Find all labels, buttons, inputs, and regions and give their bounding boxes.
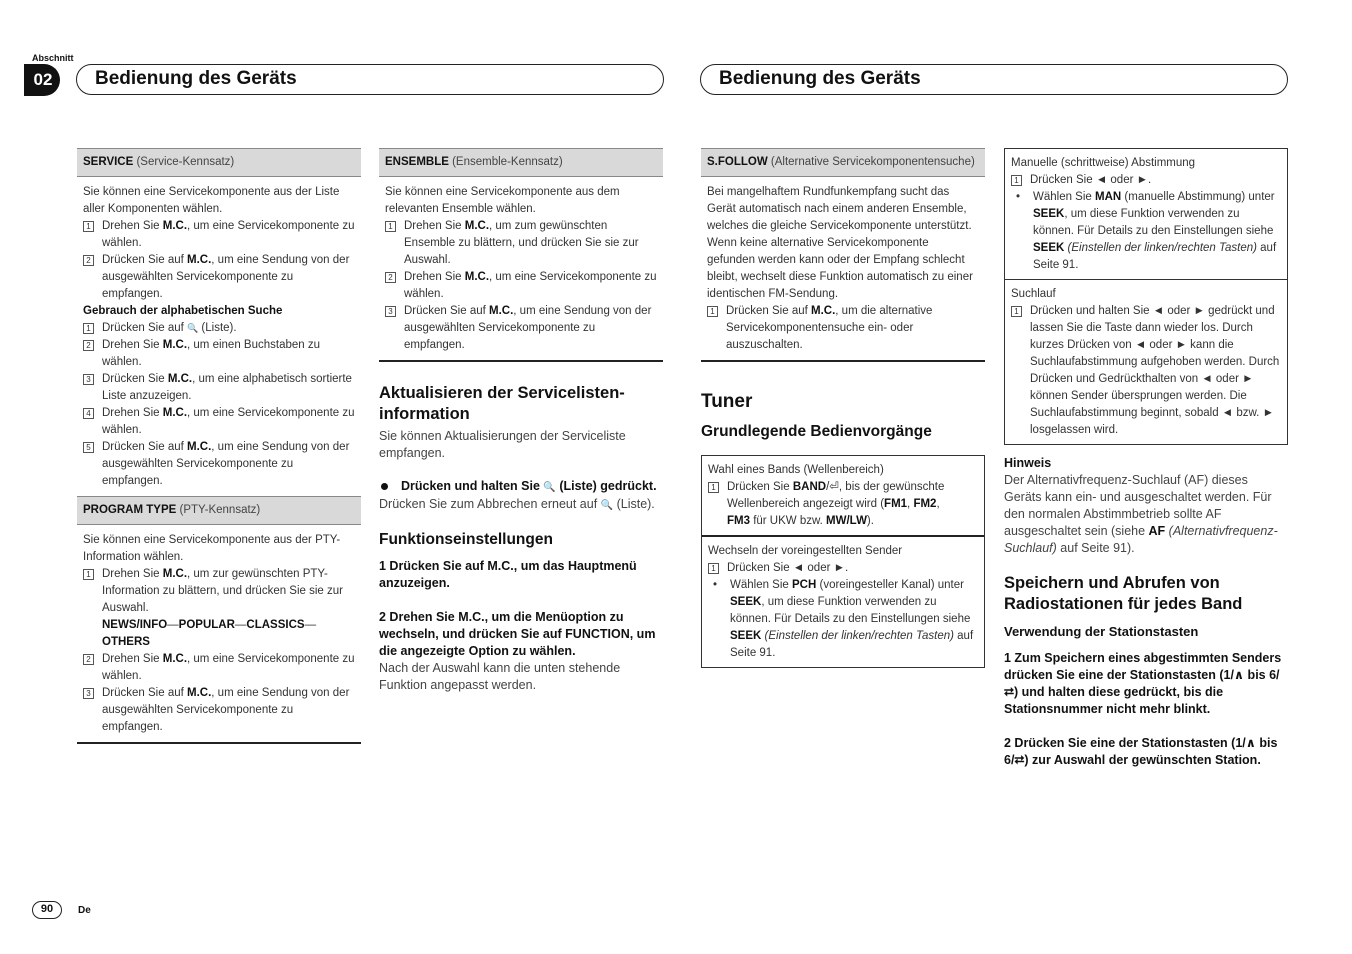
step-item: 1 Drücken Sie auf M.C., um die alternative Servicekomponentensuche ein- oder auszuschalten. bbox=[707, 303, 979, 354]
step-item: 3 Drücken Sie auf M.C., um eine Sendung von der ausgewählten Servicekomponente zu empfangen. bbox=[385, 303, 657, 354]
tuning-box bbox=[1004, 148, 1288, 445]
preset-keys-step-1: 1 Zum Speichern eines abgestimmten Senders drücken Sie eine der Stationstasten (1/∧ bis 6/⮂) und halten diese gedrückt, bis die Stationsnummer nicht mehr blinkt. bbox=[1004, 651, 1282, 716]
sfollow-intro: Bei mangelhaftem Rundfunkempfang sucht das Gerät automatisch nach einem anderen Ensemble, welches die gleiche Servicekomponente unterstützt. Wenn keine alternative Servicekomponente gefunden werden kann oder der Empfang schlecht bleibt, wechselt diese Funktion automatisch zu einer identischen FM-Sendung. bbox=[707, 186, 973, 300]
update-cancel-text: Drücken Sie zum Abbrechen erneut auf 🔍 (Liste). bbox=[379, 497, 655, 511]
ensemble-table-body bbox=[379, 177, 663, 360]
update-instruction: Drücken und halten Sie 🔍 (Liste) gedrückt. bbox=[379, 478, 663, 496]
preset-section bbox=[702, 535, 984, 667]
column-3 bbox=[701, 148, 985, 668]
step-item: 5 Drücken Sie auf M.C., um eine Sendung von der ausgewählten Servicekomponente zu empfangen. bbox=[83, 439, 355, 490]
ensemble-table bbox=[379, 148, 663, 362]
pty-intro: Sie können eine Servicekomponente aus der PTY-Information wählen. bbox=[83, 534, 341, 563]
preset-title: Wechseln der voreingestellten Sender bbox=[708, 545, 903, 557]
step-item: 1 Drücken und halten Sie ◄ oder ► gedrückt und lassen Sie die Taste dann wieder los. Durch kurzes Drücken von ◄ oder ► kann die Suchlaufabstimmung aufgehoben werden. Durch Drücken und Gedrückthalten von ◄ oder ► können Sender übersprungen werden. Die Suchlaufabstimmung beginnt, sobald ◄ bzw. ► losgelassen wird. bbox=[1011, 303, 1281, 439]
band-title: Wahl eines Bands (Wellenbereich) bbox=[708, 464, 884, 476]
bullet-item: • Wählen Sie PCH (voreingesteller Kanal) unter SEEK, um diese Funktion verwenden zu können. Für Details zu den Einstellungen siehe SEEK (Einstellen der linken/rechten Tasten) auf Seite 91. bbox=[708, 577, 978, 662]
pty-table-body bbox=[77, 525, 361, 742]
step-item: 1 Drehen Sie M.C., um zur gewünschten PTY-Information zu blättern, und drücken Sie sie zur Auswahl. bbox=[83, 566, 355, 617]
column-4 bbox=[1004, 148, 1288, 769]
page-number: 90 bbox=[32, 901, 62, 919]
manual-tuning-title: Manuelle (schrittweise) Abstimmung bbox=[1011, 157, 1196, 169]
manual-tuning-section bbox=[1005, 149, 1287, 279]
bullet-item: • Wählen Sie MAN (manuelle Abstimmung) unter SEEK, um diese Funktion verwenden zu können. Für Details zu den Einstellungen siehe SEEK (Einstellen der linken/rechten Tasten) auf Seite 91. bbox=[1011, 189, 1281, 274]
ensemble-intro: Sie können eine Servicekomponente aus dem relevanten Ensemble wählen. bbox=[385, 186, 620, 215]
page-title-right: Bedienung des Geräts bbox=[700, 64, 1288, 95]
update-service-list-heading: Aktualisieren der Servicelisten-information bbox=[379, 384, 625, 423]
band-section bbox=[702, 456, 984, 535]
step-item: 1 Drücken Sie ◄ oder ►. bbox=[1011, 172, 1281, 189]
section-label: Abschnitt bbox=[32, 53, 74, 63]
sfollow-table-body bbox=[701, 177, 985, 360]
hint-heading: Hinweis bbox=[1004, 456, 1052, 470]
tuner-heading: Tuner bbox=[701, 391, 753, 412]
language-label: De bbox=[78, 905, 91, 916]
function-step-2: 2 Drehen Sie M.C., um die Menüoption zu wechseln, und drücken Sie auf FUNCTION, um die angezeigte Option zu wählen. bbox=[379, 610, 656, 658]
service-intro: Sie können eine Servicekomponente aus der Liste aller Komponenten wählen. bbox=[83, 186, 340, 215]
page-title-left: Bedienung des Geräts bbox=[76, 64, 664, 95]
service-table bbox=[77, 148, 361, 744]
step-item: 1 Drehen Sie M.C., um zum gewünschten Ensemble zu blättern, und drücken Sie sie zur Auswahl. bbox=[385, 218, 657, 269]
step-item: 1 Drehen Sie M.C., um eine Servicekomponente zu wählen. bbox=[83, 218, 355, 252]
step-item: 2 Drehen Sie M.C., um einen Buchstaben zu wählen. bbox=[83, 337, 355, 371]
hint-text: Der Alternativfrequenz-Suchlauf (AF) dieses Geräts kann ein- und ausgeschaltet werden. Für den normalen Abstimmbetrieb sollte AF ausgeschaltet sein (siehe AF (Alternativfrequenz-Suchlauf) auf Seite 91). bbox=[1004, 473, 1278, 555]
update-service-list-text: Sie können Aktualisierungen der Serviceliste empfangen. bbox=[379, 429, 626, 460]
section-number-badge: 02 bbox=[24, 64, 60, 96]
step-item: 3 Drücken Sie auf M.C., um eine Sendung von der ausgewählten Servicekomponente zu empfangen. bbox=[83, 685, 355, 736]
step-item: 4 Drehen Sie M.C., um eine Servicekomponente zu wählen. bbox=[83, 405, 355, 439]
store-recall-heading: Speichern und Abrufen von Radiostationen für jedes Band bbox=[1004, 574, 1243, 613]
step-item: 2 Drücken Sie auf M.C., um eine Sendung von der ausgewählten Servicekomponente zu empfangen. bbox=[83, 252, 355, 303]
search-icon: 🔍 bbox=[187, 323, 199, 333]
pty-options: NEWS/INFO—POPULAR—CLASSICS— OTHERS bbox=[102, 619, 317, 648]
service-table-head: SERVICE (Service-Kennsatz) bbox=[77, 148, 361, 177]
column-1 bbox=[77, 148, 361, 744]
search-icon: 🔍 bbox=[600, 500, 614, 511]
step-item: 1 Drücken Sie BAND/⏎, bis der gewünschte Wellenbereich angezeigt wird (FM1, FM2, FM3 für UKW bzw. MW/LW). bbox=[708, 479, 978, 530]
alpha-search-heading: Gebrauch der alphabetischen Suche bbox=[83, 305, 283, 317]
function-step-1: 1 Drücken Sie auf M.C., um das Hauptmenü anzuzeigen. bbox=[379, 559, 637, 590]
function-settings-heading: Funktionseinstellungen bbox=[379, 531, 553, 548]
ensemble-table-head: ENSEMBLE (Ensemble-Kennsatz) bbox=[379, 148, 663, 177]
sfollow-table-head: S.FOLLOW (Alternative Servicekomponentensuche) bbox=[701, 148, 985, 177]
preset-keys-heading: Verwendung der Stationstasten bbox=[1004, 624, 1199, 639]
search-icon: 🔍 bbox=[543, 482, 556, 493]
preset-keys-step-2: 2 Drücken Sie eine der Stationstasten (1/∧ bis 6/⮂) zur Auswahl der gewünschten Station. bbox=[1004, 736, 1278, 767]
step-item: 1 Drücken Sie ◄ oder ►. bbox=[708, 560, 978, 577]
basic-operations-heading: Grundlegende Bedienvorgänge bbox=[701, 423, 932, 440]
tuner-box bbox=[701, 455, 985, 668]
seek-title: Suchlauf bbox=[1011, 288, 1056, 300]
sfollow-table bbox=[701, 148, 985, 362]
step-item: 1 Drücken Sie auf 🔍 (Liste). bbox=[83, 320, 355, 337]
column-2 bbox=[379, 148, 663, 694]
step-item: 3 Drücken Sie M.C., um eine alphabetisch sortierte Liste anzuzeigen. bbox=[83, 371, 355, 405]
function-text: Nach der Auswahl kann die unten stehende Funktion angepasst werden. bbox=[379, 661, 621, 692]
service-table-body bbox=[77, 177, 361, 496]
seek-section bbox=[1005, 279, 1287, 444]
step-item: 2 Drehen Sie M.C., um eine Servicekomponente zu wählen. bbox=[83, 651, 355, 685]
step-item: 2 Drehen Sie M.C., um eine Servicekomponente zu wählen. bbox=[385, 269, 657, 303]
pty-table-head: PROGRAM TYPE (PTY-Kennsatz) bbox=[77, 496, 361, 525]
